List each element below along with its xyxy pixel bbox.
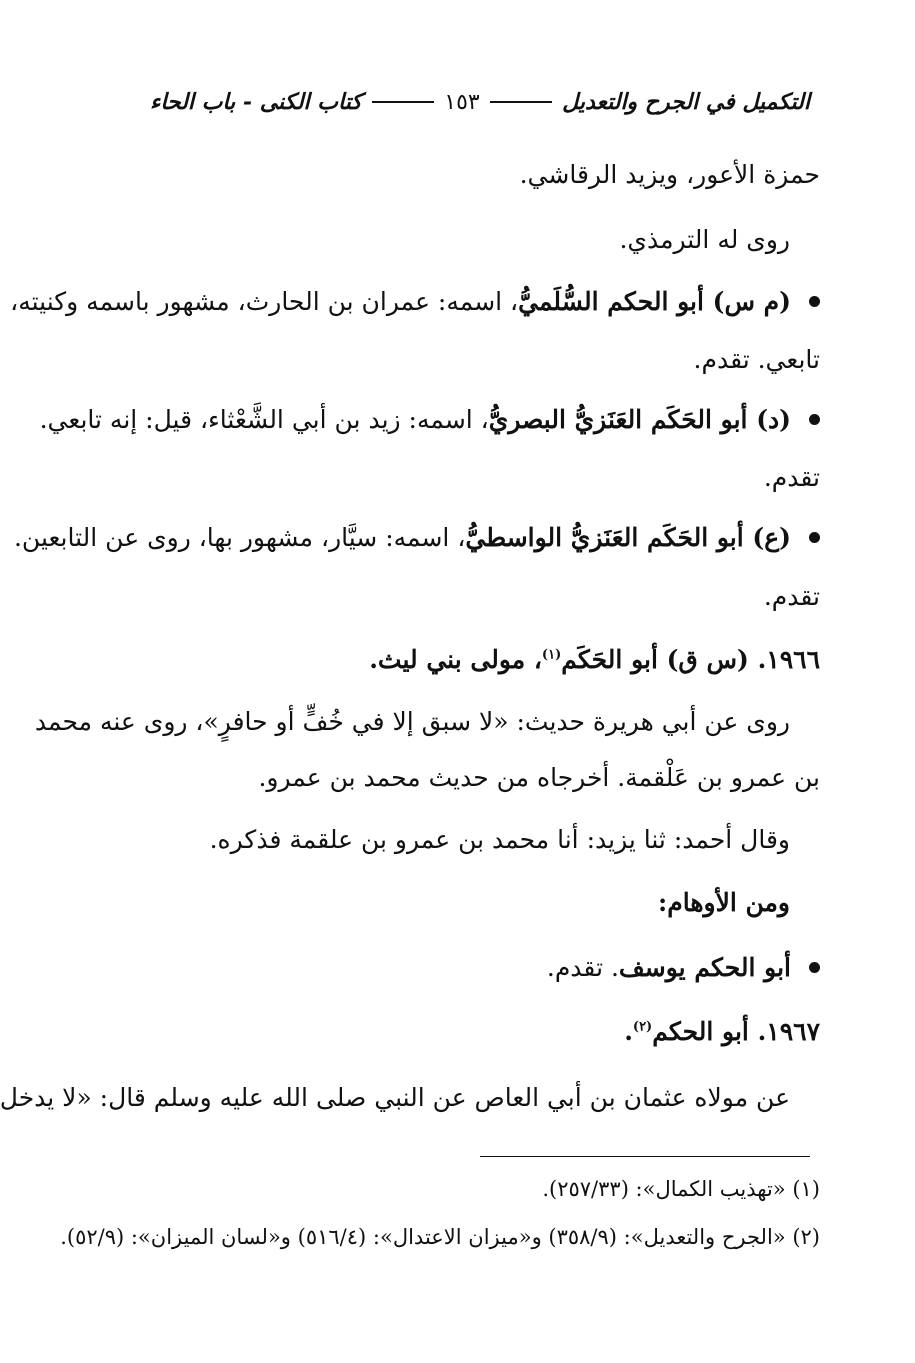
entry-name: أبو الحكم يوسف <box>618 953 791 982</box>
entry-heading-text: ١٩٦٦. (س ق) أبو الحَكَم <box>561 645 820 674</box>
section-label: ومن الأوهام: <box>658 888 790 917</box>
entry-text: . تقدم. <box>546 953 619 982</box>
entry-heading-1967 <box>624 1012 820 1052</box>
bullet-icon <box>809 414 820 425</box>
text-line: وقال أحمد: ثنا يزيد: أنا محمد بن عمرو بن علقمة فذكره. <box>209 825 790 854</box>
entry-name: (ع) أبو الحَكَم العَنَزيُّ الواسطيُّ <box>465 523 791 552</box>
bullet-icon <box>809 532 820 543</box>
running-header <box>150 82 810 122</box>
text-line: حمزة الأعور، ويزيد الرقاشي. <box>519 160 820 189</box>
entry-heading-tail: . <box>624 1017 633 1046</box>
footnote-2: (٢) «الجرح والتعديل»: (٣٥٨/٩) و«ميزان الاعتدال»: (٥١٦/٤) و«لسان الميزان»: (٥٢/٩). <box>60 1225 820 1249</box>
entry-text: ، اسمه: سيَّار، مشهور بها، روى عن التابعين. <box>13 523 466 552</box>
entry-name: (م س) أبو الحكم السُّلَميُّ <box>518 287 791 316</box>
footnote-1: (١) «تهذيب الكمال»: (٢٥٧/٣٣). <box>542 1177 820 1201</box>
header-dash-right <box>490 101 552 103</box>
entry-name: (د) أبو الحَكَم العَنَزيُّ البصريُّ <box>488 405 791 434</box>
entry-line <box>547 948 820 988</box>
footnote-divider <box>480 1156 810 1157</box>
text-line: عن مولاه عثمان بن أبي العاص عن النبي صلى الله عليه وسلم قال: «لا يدخل <box>0 1083 790 1112</box>
entry-line <box>39 400 820 440</box>
footnote-ref: (٢) <box>632 1019 653 1035</box>
header-book-title: التكميل في الجرح والتعديل <box>562 89 810 115</box>
entry-heading-tail: ، مولى بني ليث. <box>369 645 542 674</box>
text-line: روى عن أبي هريرة حديث: «لا سبق إلا في خُفٍّ أو حافرٍ»، روى عنه محمد <box>34 707 790 736</box>
entry-text: ، اسمه: عمران بن الحارث، مشهور باسمه وكنيته، <box>10 287 519 316</box>
entry-line <box>13 518 820 558</box>
entry-heading-1966 <box>369 640 820 680</box>
text-line: تقدم. <box>763 582 820 611</box>
header-chapter-title: كتاب الكنى - باب الحاء <box>149 89 362 115</box>
header-dash-left <box>372 101 434 103</box>
entry-text: ، اسمه: زيد بن أبي الشَّعْثاء، قيل: إنه تابعي. <box>39 405 489 434</box>
entry-heading-text: ١٩٦٧. أبو الحكم <box>652 1017 820 1046</box>
text-line: روى له الترمذي. <box>619 225 790 254</box>
bullet-icon <box>809 296 820 307</box>
text-line: تقدم. <box>763 463 820 492</box>
text-line: بن عمرو بن عَلْقمة. أخرجاه من حديث محمد بن عمرو. <box>258 763 820 792</box>
entry-line <box>10 282 820 322</box>
page-number: ١٥٣ <box>444 89 480 115</box>
text-line: تابعي. تقدم. <box>693 345 820 374</box>
bullet-icon <box>809 962 820 973</box>
footnote-ref: (١) <box>541 647 562 663</box>
